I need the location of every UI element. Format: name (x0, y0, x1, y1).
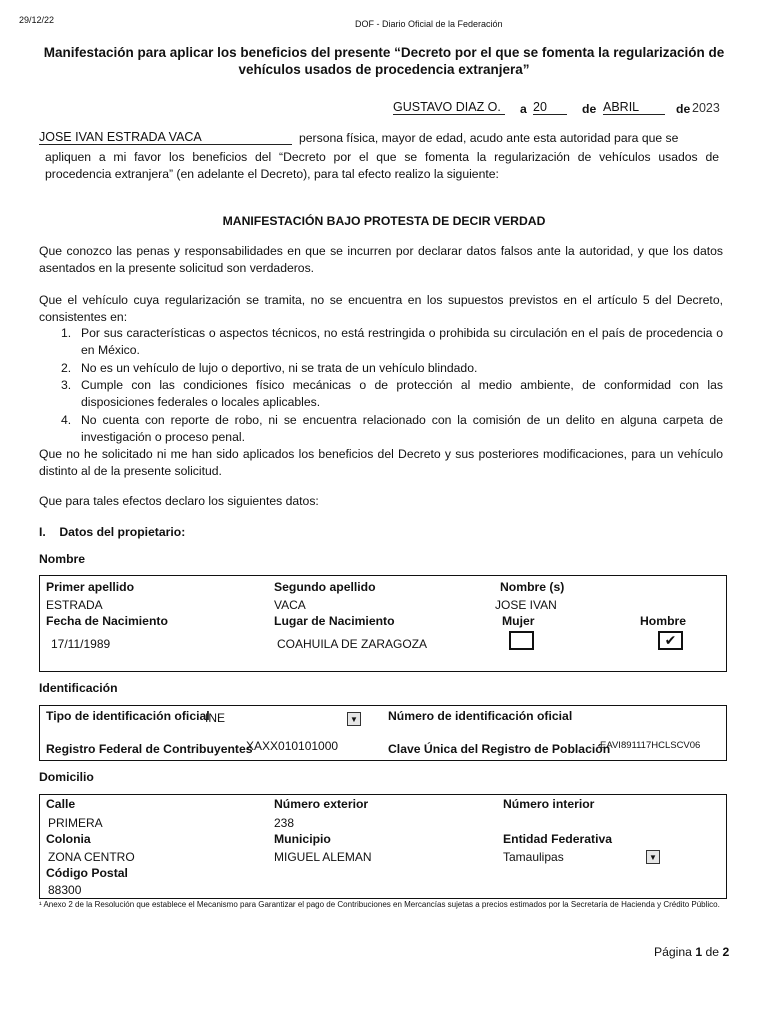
intro-line-1: persona física, mayor de edad, acudo ante esta autoridad para que se (299, 131, 679, 145)
colonia-label: Colonia (46, 832, 91, 846)
section-owner-data: I. Datos del propietario: (39, 525, 186, 539)
tipo-identificacion-label: Tipo de identificación oficial (46, 709, 210, 723)
requirements-list (61, 325, 723, 445)
day-field[interactable]: 20 (533, 100, 567, 115)
document-title: Manifestación para aplicar los beneficios del presente “Decreto por el que se fomenta la regularización de vehículos usados de procedencia extranjera” (43, 45, 725, 77)
numero-identificacion-label: Número de identificación oficial (388, 709, 573, 723)
tipo-identificacion-dropdown-icon[interactable]: ▼ (347, 712, 361, 726)
primer-apellido-field[interactable]: ESTRADA (46, 598, 103, 612)
intro-line-2: apliquen a mi favor los beneficios del “Decreto por el que se fomenta la regularización de vehículos usados de (45, 150, 719, 164)
rfc-field[interactable]: XAXX010101000 (246, 739, 339, 753)
num-ext-label: Número exterior (274, 797, 369, 811)
num-ext-field[interactable]: 238 (274, 816, 295, 830)
de-label-2: de (676, 102, 691, 116)
municipio-field[interactable]: MIGUEL ALEMAN (274, 850, 372, 864)
municipio-label: Municipio (274, 832, 331, 846)
lugar-nacimiento-field[interactable]: COAHUILA DE ZARAGOZA (277, 637, 428, 651)
paragraph-declare: Que para tales efectos declaro los siguientes datos: (39, 494, 319, 508)
domicilio-box (39, 794, 727, 899)
segundo-apellido-label: Segundo apellido (274, 580, 376, 594)
nombres-field[interactable]: JOSE IVAN (495, 598, 557, 612)
list-item: 4. No cuenta con reporte de robo, ni se encuentra relacionado con la comisión de un delito en alguna carpeta de investigación o proceso penal. (61, 413, 723, 444)
footnote: ¹ Anexo 2 de la Resolución que establece el Mecanismo para Garantizar el pago de Contribuciones en Mercancías sujetas a precios estimados por la Secretaría de Hacienda y Crédito Público. (39, 900, 720, 909)
fecha-nacimiento-label: Fecha de Nacimiento (46, 614, 168, 628)
paragraph-vehicle: Que el vehículo cuya regularización se tramita, no se encuentra en los supuestos previstos en el artículo 5 del Decreto, consistentes en: (39, 293, 723, 324)
nombres-label: Nombre (s) (500, 580, 565, 594)
cp-field[interactable]: 88300 (48, 883, 82, 897)
tipo-identificacion-select[interactable]: INE (205, 711, 226, 725)
a-label: a (520, 102, 527, 116)
year-field: 2023 (692, 101, 720, 115)
nombre-heading: Nombre (39, 552, 86, 566)
primer-apellido-label: Primer apellido (46, 580, 135, 594)
cp-label: Código Postal (46, 866, 128, 880)
curp-label: Clave Única del Registro de Población (388, 742, 611, 756)
entidad-select[interactable]: Tamaulipas (503, 850, 564, 864)
entidad-dropdown-icon[interactable]: ▼ (646, 850, 660, 864)
mujer-checkbox[interactable] (509, 631, 534, 650)
identificacion-box (39, 705, 727, 761)
lugar-nacimiento-label: Lugar de Nacimiento (274, 614, 395, 628)
print-date: 29/12/22 (19, 15, 55, 25)
calle-label: Calle (46, 797, 76, 811)
colonia-field[interactable]: ZONA CENTRO (48, 850, 135, 864)
place-field[interactable]: GUSTAVO DIAZ O. (393, 100, 505, 115)
curp-field[interactable]: EAVI891117HCLSCV06 (600, 740, 701, 751)
paragraph-penalties: Que conozco las penas y responsabilidades en que se incurren por declarar datos falsos ante la autoridad, y que los datos asentados en la presente solicitud son verdaderos. (39, 244, 723, 275)
page-number: Página 1 de 2 (654, 945, 730, 959)
month-field[interactable]: ABRIL (603, 100, 665, 115)
intro-line-3: procedencia extranjera” (en adelante el Decreto), para tal efecto realizo la siguiente: (45, 167, 499, 181)
num-int-label: Número interior (503, 797, 595, 811)
mujer-label: Mujer (502, 614, 535, 628)
segundo-apellido-field[interactable]: VACA (274, 598, 306, 612)
section-title: MANIFESTACIÓN BAJO PROTESTA DE DECIR VERDAD (222, 214, 546, 228)
applicant-name-field[interactable]: JOSE IVAN ESTRADA VACA (39, 130, 292, 145)
de-label-1: de (582, 102, 597, 116)
domicilio-heading: Domicilio (39, 770, 94, 784)
hombre-label: Hombre (640, 614, 687, 628)
fecha-nacimiento-field[interactable]: 17/11/1989 (51, 637, 111, 651)
paragraph-no-prior: Que no he solicitado ni me han sido aplicados los beneficios del Decreto y sus posteriores modificaciones, para un vehículo distinto al de la presente solicitud. (39, 447, 723, 478)
list-item: 1. Por sus características o aspectos técnicos, no está restringida o prohibida su circulación en el país de procedencia o en México. (61, 326, 723, 357)
list-item: 3. Cumple con las condiciones físico mecánicas o de protección al medio ambiente, de conformidad con las disposiciones federales o locales aplicables. (61, 378, 723, 409)
entidad-label: Entidad Federativa (503, 832, 613, 846)
hombre-checkbox[interactable]: ✔ (658, 631, 683, 650)
source-title: DOF - Diario Oficial de la Federación (355, 19, 503, 29)
rfc-label: Registro Federal de Contribuyentes (46, 742, 253, 756)
list-item: 2. No es un vehículo de lujo o deportivo, ni se trata de un vehículo blindado. (61, 361, 478, 375)
calle-field[interactable]: PRIMERA (48, 816, 103, 830)
identificacion-heading: Identificación (39, 681, 118, 695)
nombre-box (39, 575, 727, 672)
